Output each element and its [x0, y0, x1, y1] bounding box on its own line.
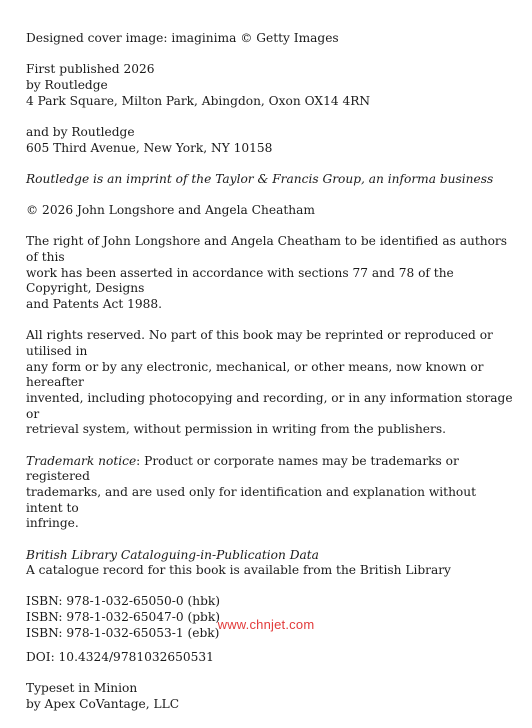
publisher-line: by Routledge — [26, 77, 108, 92]
rights-reserved-notice: All rights reserved. No part of this book may be reprinted or reproduced or utilised in any form or by any electronic, mechanical, or other means, now known or hereafter invented, including photocopying and recording, or in any information storage or retrieval system, without permission in writing from the publishers. — [26, 328, 513, 437]
copyright-line: © 2026 John Longshore and Angela Cheatham — [26, 202, 315, 217]
isbn-hbk: ISBN: 978-1-032-65050-0 (hbk) — [26, 594, 221, 609]
imprint-note: Routledge is an imprint of the Taylor & Francis Group, an informa business — [26, 171, 494, 186]
cover-credit: Designed cover image: imaginima © Getty Images — [26, 31, 339, 45]
also-published-block — [26, 125, 516, 156]
cip-title: British Library Cataloguing-in-Publication Data — [26, 547, 319, 562]
publisher-address-us: 605 Third Avenue, New York, NY 10158 — [26, 140, 273, 155]
first-published-line: First published 2026 — [26, 62, 155, 77]
also-publisher-line: and by Routledge — [26, 124, 135, 139]
trademark-notice: Trademark notice: Product or corporate names may be trademarks or registered trademarks, and are used only for identification and explanation without intent to infringe. — [26, 453, 477, 531]
first-published-block — [26, 62, 516, 109]
typeset-block — [26, 681, 516, 712]
doi-line: DOI: 10.4324/9781032650531 — [26, 649, 214, 664]
typesetter: by Apex CoVantage, LLC — [26, 696, 180, 711]
cip-block — [26, 548, 516, 579]
cip-line: A catalogue record for this book is available from the British Library — [26, 563, 451, 578]
watermark: www.chnjet.com — [217, 617, 315, 632]
typeset-font: Typeset in Minion — [26, 680, 138, 695]
isbn-ebk: ISBN: 978-1-032-65053-1 (ebk) — [26, 625, 220, 640]
isbn-pbk: ISBN: 978-1-032-65047-0 (pbk) — [26, 610, 220, 625]
publisher-address-uk: 4 Park Square, Milton Park, Abingdon, Oxon OX14 4RN — [26, 93, 371, 108]
moral-rights-notice: The right of John Longshore and Angela Cheatham to be identified as authors of this work has been asserted in accordance with sections 77 and 78 of the Copyright, Designs and Patents Act 1988. — [26, 234, 508, 311]
trademark-label: Trademark notice — [26, 453, 137, 468]
